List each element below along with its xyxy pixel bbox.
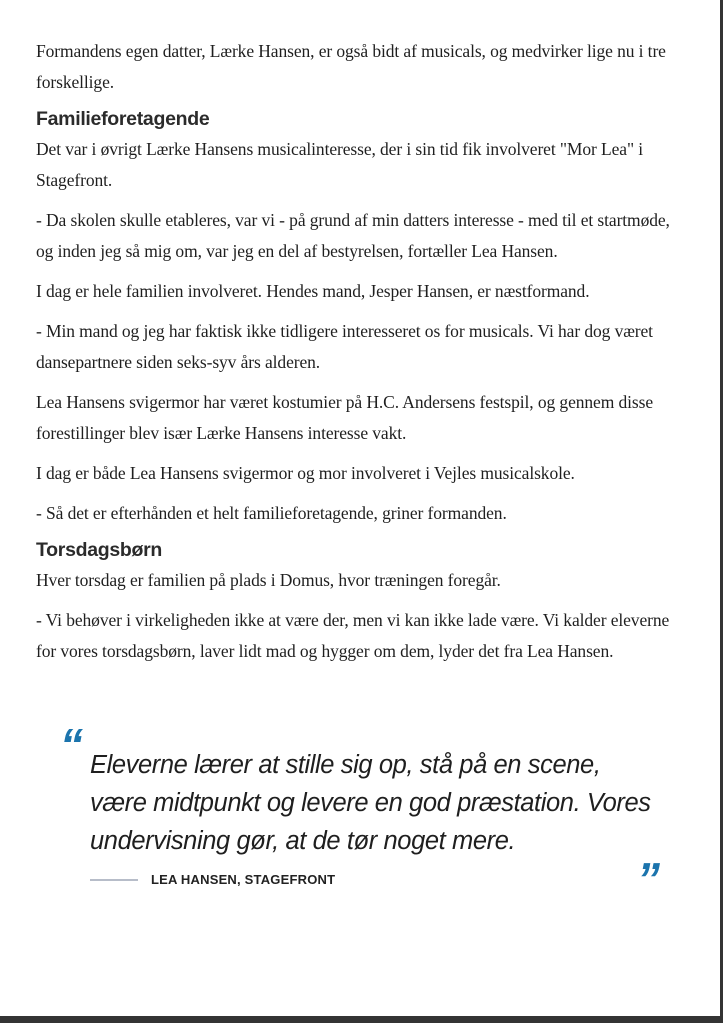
article-paragraph: - Min mand og jeg har faktisk ikke tidligere interesseret os for musicals. Vi har dog været dansepartnere siden seks-syv års alderen. (36, 321, 653, 372)
article-paragraph: Formandens egen datter, Lærke Hansen, er også bidt af musicals, og medvirker lige nu i tre forskellige. (36, 41, 666, 92)
article-paragraph: Hver torsdag er familien på plads i Domus, hvor træningen foregår. (36, 570, 501, 590)
section-heading-torsdagsboern: Torsdagsbørn (36, 539, 163, 561)
pull-quote-line: Eleverne lærer at stille sig op, stå på en scene, (90, 751, 601, 779)
article-body (36, 36, 686, 676)
article-paragraph: - Vi behøver i virkeligheden ikke at være der, men vi kan ikke lade være. Vi kalder eleverne for vores torsdagsbørn, laver lidt mad og hygger om dem, lyder det fra Lea Hansen. (36, 610, 670, 661)
pull-quote-text (90, 746, 651, 860)
article-paragraph: I dag er både Lea Hansens svigermor og mor involveret i Vejles musicalskole. (36, 463, 575, 483)
article-paragraph: Det var i øvrigt Lærke Hansens musicalinteresse, der i sin tid fik involveret "Mor Lea" i Stagefront. (36, 139, 644, 190)
article-paragraph: - Da skolen skulle etableres, var vi - på grund af min datters interesse - med til et startmøde, og inden jeg så mig om, var jeg en del af bestyrelsen, fortæller Lea Hansen. (36, 210, 670, 261)
pull-quote (60, 719, 686, 905)
section-heading-familieforetagende: Familieforetagende (36, 108, 210, 130)
article-paragraph: Lea Hansens svigermor har været kostumier på H.C. Andersens festspil, og gennem disse forestillinger blev især Lærke Hansens interesse vakt. (36, 392, 653, 443)
attribution-name: LEA HANSEN, STAGEFRONT (151, 872, 336, 887)
article-paragraph: - Så det er efterhånden et helt familieforetagende, griner formanden. (36, 503, 507, 523)
close-quote-icon: ” (637, 853, 658, 905)
attribution-rule (90, 879, 138, 881)
article-paragraph: I dag er hele familien involveret. Hendes mand, Jesper Hansen, er næstformand. (36, 281, 590, 301)
quote-attribution (90, 872, 335, 887)
pull-quote-line: være midtpunkt og levere en god præstation. Vores (90, 789, 651, 817)
open-quote-icon: “ (60, 719, 81, 771)
pull-quote-line: undervisning gør, at de tør noget mere. (90, 827, 516, 855)
